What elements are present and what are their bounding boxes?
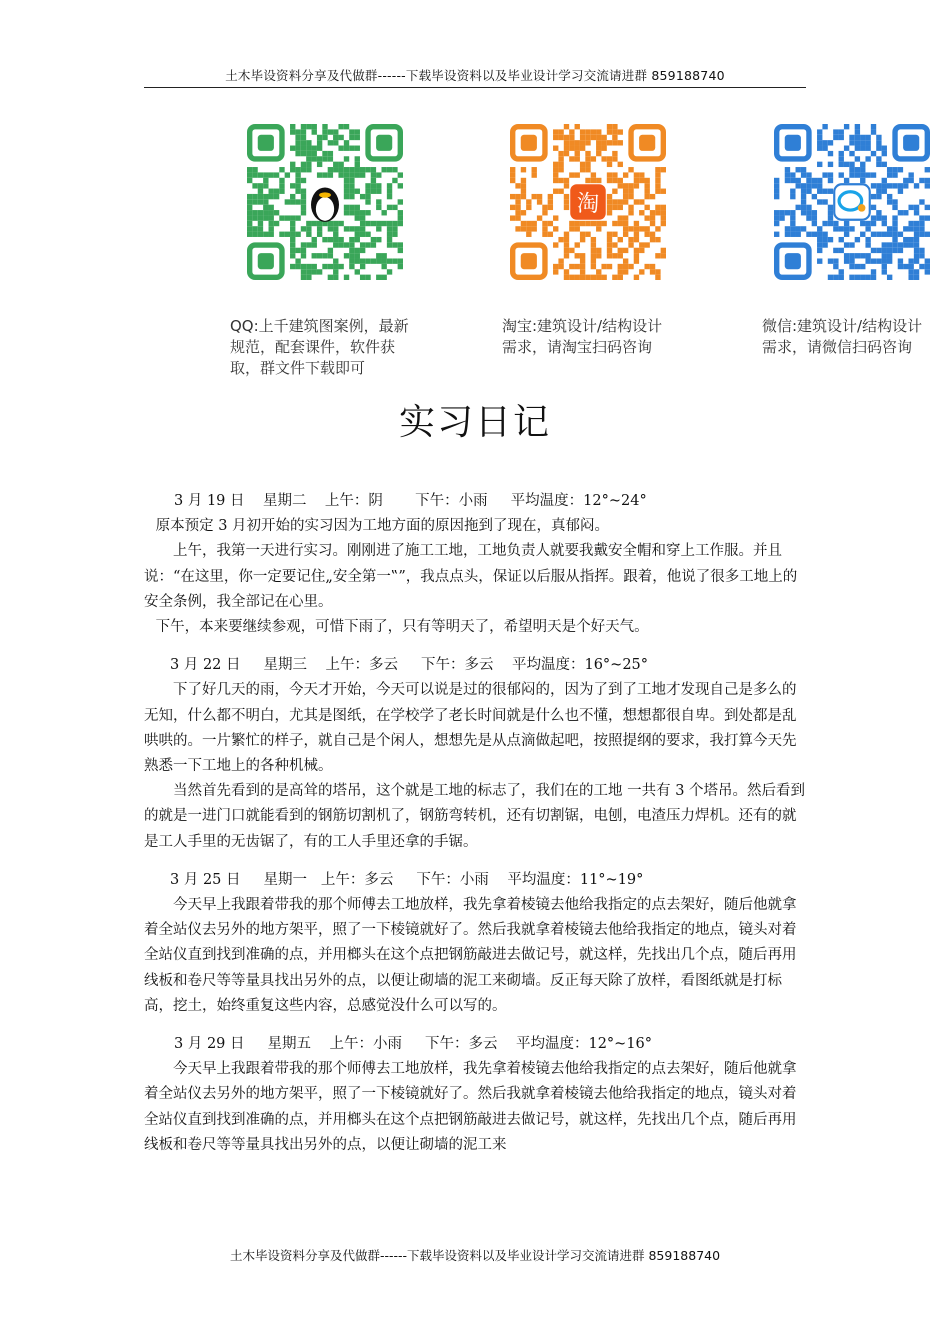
entry-paragraph: 今天早上我跟着带我的那个师傅去工地放样，我先拿着棱镜去他给我指定的点去架好，随后他就拿着全站仪去另外的地方架平，照了一下棱镜就好了。然后我就拿着棱镜去他给我指定的地点，镜头对着全站仪直到找到准确的点，并用榔头在这个点把钢筋敲进去做记号，就这样，先找出几个点，随后再用线板和卷尺等等量具找出另外的点，以便让砌墙的泥工来砌墙。反正每天除了放样，看图纸就是打标高，挖土，始终重复这些内容，总感觉没什么可以写的。 (144, 897, 797, 1014)
entry-heading: 3 月 22 日 星期三 上午：多云 下午：多云 平均温度：16°~25° (170, 657, 649, 674)
page-header: 土木毕设资料分享及代做群------下载毕设资料以及毕业设计学习交流请进群 859188740 (225, 68, 725, 83)
diary-entry (144, 868, 808, 1019)
qq-qr-graphic (247, 124, 403, 280)
entry-heading: 3 月 29 日 星期五 上午：小雨 下午：多云 平均温度：12°~16° (174, 1036, 653, 1053)
diary-entry (144, 653, 808, 855)
entry-paragraph: 原本预定 3 月初开始的实习因为工地方面的原因拖到了现在，真郁闷。 (155, 518, 610, 535)
entry-paragraph: 下了好几天的雨，今天才开始，今天可以说是过的很郁闷的，因为了到了工地才发现自己是多么的无知，什么都不明白，尤其是图纸，在学校学了老长时间就是什么也不懂，想想都很自卑。到处都是乱哄哄的。一片繁忙的样子，就自己是个闲人，想想先是从点滴做起吧，按照提纲的要求，我打算今天先熟悉一下工地上的各种机械。 (144, 682, 797, 775)
taobao-qr-code (510, 124, 666, 280)
svg-text:淘: 淘 (576, 191, 600, 218)
entry-heading: 3 月 19 日 星期二 上午：阴 下午：小雨 平均温度：12°~24° (174, 493, 647, 509)
qq-qr-code (247, 124, 403, 280)
header-divider (144, 87, 806, 88)
document-title: 实习日记 (398, 402, 551, 443)
page-footer: 土木毕设资料分享及代做群------下载毕设资料以及毕业设计学习交流请进群 859188740 (229, 1248, 721, 1263)
taobao-caption: 淘宝:建筑设计/结构设计需求，请淘宝扫码咨询 (502, 317, 663, 356)
entry-heading: 3 月 25 日 星期一 上午：多云 下午：小雨 平均温度：11°~19° (170, 871, 644, 888)
wechat-qr-code (774, 124, 930, 280)
entry-paragraph: 上午，我第一天进行实习。刚刚进了施工工地，工地负责人就要我戴安全帽和穿上工作服。并且说：“在这里，你一定要记住„安全第一‟”，我点点头，保证以后服从指挥。跟着，他说了很多工地上的安全条例，我全部记在心里。 (144, 543, 798, 610)
diary-entry (144, 1032, 808, 1158)
diary-content (144, 489, 808, 1171)
entry-paragraph: 下午，本来要继续参观，可惜下雨了，只有等明天了，希望明天是个好天气。 (155, 619, 649, 636)
entry-paragraph: 当然首先看到的是高耸的塔吊，这个就是工地的标志了，我们在的工地 一共有 3 个塔吊。然后看到的就是一进门口就能看到的钢筋切割机了，钢筋弯转机，还有切割锯，电刨，电渣压力焊机。还有的就是工人手里的无齿锯了，有的工人手里还拿的手锯。 (144, 783, 806, 850)
diary-entry (144, 489, 808, 640)
qq-caption: QQ:上千建筑图案例，最新规范，配套课件，软件获取，群文件下载即可 (230, 317, 409, 377)
taobao-qr-graphic (510, 124, 666, 280)
wechat-caption: 微信:建筑设计/结构设计需求，请微信扫码咨询 (762, 317, 923, 356)
entry-paragraph: 今天早上我跟着带我的那个师傅去工地放样，我先拿着棱镜去他给我指定的点去架好，随后他就拿着全站仪去另外的地方架平，照了一下棱镜就好了。然后我就拿着棱镜去他给我指定的地点，镜头对着全站仪直到找到准确的点，并用榔头在这个点把钢筋敲进去做记号，就这样，先找出几个点，随后再用线板和卷尺等等量具找出另外的点，以便让砌墙的泥工来 (144, 1061, 797, 1153)
wechat-qr-graphic (774, 124, 930, 280)
